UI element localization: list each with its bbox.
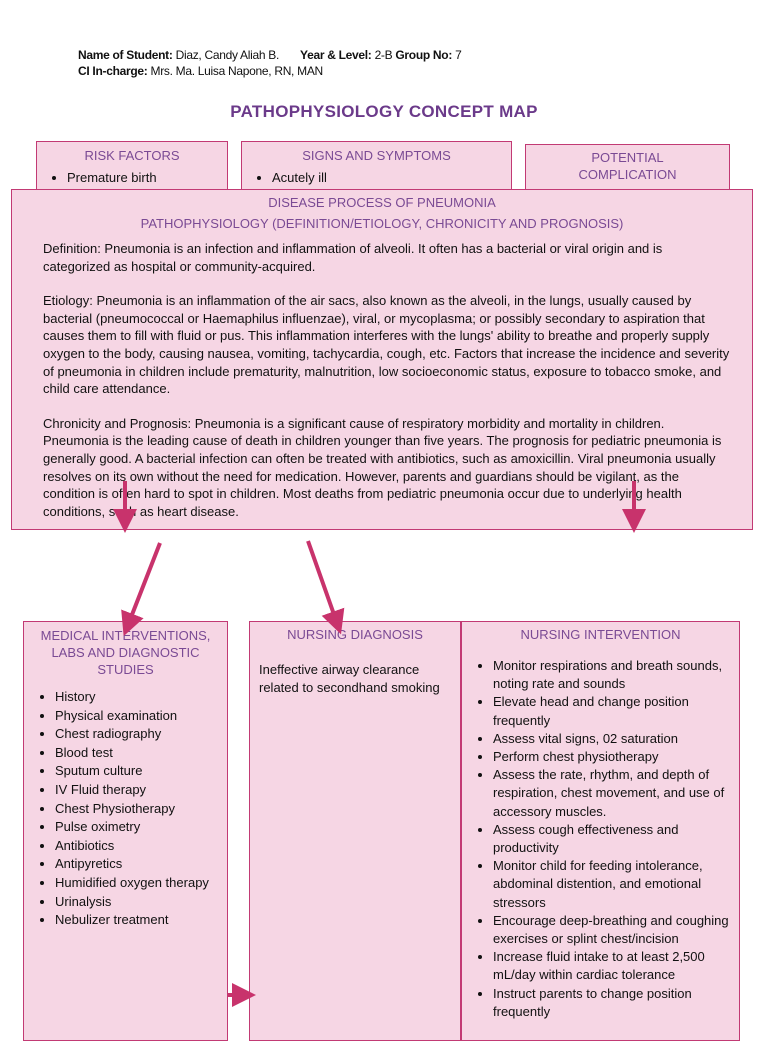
potential-complication-title-1: POTENTIAL [591, 150, 664, 165]
list-item: • Blood test [55, 744, 227, 763]
year-label: Year & Level: [300, 48, 372, 62]
student-value: Diaz, Candy Aliah B. [175, 48, 279, 62]
list-item: • Assess vital signs, 02 saturation [493, 730, 731, 748]
nursing-intervention-box [461, 621, 740, 1041]
list-item: • Sputum culture [55, 762, 227, 781]
list-item: • Physical examination [55, 707, 227, 726]
medical-interventions-box [23, 621, 228, 1041]
chronicity-prognosis-paragraph: Chronicity and Prognosis: Pneumonia is a significant cause of respiratory morbidity and mortality in children. Pneumonia is the leading cause of death in children younger than five years. The prognosis for pediatric pneumonia is generally good. A bacterial infection can often be treated with antibiotics, such as amoxicillin. Viral pneumonia usually resolves on its own without the need for medication. However, parents and guardians should be vigilant, as the condition is often hard to spot in children. Most deaths from pediatric pneumonia occur due to underlying health conditions, such as heart disease. [43, 415, 722, 519]
list-item: • Antipyretics [55, 855, 227, 874]
group-label: Group No: [395, 48, 453, 62]
nursing-diagnosis-title: NURSING DIAGNOSIS [287, 627, 423, 642]
risk-factors-title: RISK FACTORS [84, 148, 180, 163]
potential-complication-title-2: COMPLICATION [578, 167, 677, 182]
list-item: • Chest radiography [55, 725, 227, 744]
ci-info-line [78, 63, 323, 79]
nursing-intervention-title: NURSING INTERVENTION [520, 627, 681, 642]
student-label: Name of Student: [78, 48, 173, 62]
signs-symptoms-title: SIGNS AND SYMPTOMS [302, 148, 451, 163]
list-item: • Monitor respirations and breath sounds, noting rate and sounds [493, 657, 731, 693]
list-item: • Monitor child for feeding intolerance, abdominal distention, and emotional stressors [493, 857, 731, 912]
list-item: • Antibiotics [55, 837, 227, 856]
list-item: • Assess the rate, rhythm, and depth of respiration, chest movement, and use of accessory muscles. [493, 766, 731, 821]
list-item: • Nebulizer treatment [55, 911, 227, 930]
etiology-paragraph: Etiology: Pneumonia is an inflammation of the air sacs, also known as the alveoli, in the lungs, usually caused by bacterial (pneumococcal or Haemaphilus influenzae), viral, or mycoplasma; or possibly secondary to aspiration that causes them to fill with fluid or pus. This inflammation interferes with the lungs' ability to breathe and properly supply oxygen to the body, causing nausea, vomiting, tachycardia, cough, etc. Factors that increase the incidence and severity of pneumonia in children include prematurity, malnutrition, low socioeconomic status, exposure to tobacco smoke, and child care attendance. [43, 293, 730, 397]
list-item: • Pulse oximetry [55, 818, 227, 837]
list-item: • Assess cough effectiveness and productivity [493, 821, 731, 857]
list-item: • Urinalysis [55, 893, 227, 912]
group-value: 7 [455, 48, 462, 62]
nursing-diagnosis-box [249, 621, 461, 1041]
list-item: • Perform chest physiotherapy [493, 748, 731, 766]
page-title: PATHOPHYSIOLOGY CONCEPT MAP [230, 102, 538, 121]
list-item: • Encourage deep-breathing and coughing exercises or splint chest/incision [493, 912, 731, 948]
list-item: • History [55, 688, 227, 707]
arrow-to-medical [128, 543, 160, 625]
list-item: • Humidified oxygen therapy [55, 874, 227, 893]
list-item: • IV Fluid therapy [55, 781, 227, 800]
nursing-diagnosis-text: Ineffective airway clearance related to secondhand smoking [259, 662, 440, 695]
list-item: • Chest Physiotherapy [55, 800, 227, 819]
ci-value: Mrs. Ma. Luisa Napone, RN, MAN [150, 64, 323, 78]
list-item: • Premature birth [67, 169, 227, 188]
disease-process-box [11, 189, 753, 530]
pathophysiology-subtitle: PATHOPHYSIOLOGY (DEFINITION/ETIOLOGY, CHRONICITY AND PROGNOSIS) [140, 216, 624, 231]
list-item: • Elevate head and change position frequently [493, 693, 731, 729]
arrow-to-diagnosis [308, 541, 337, 623]
list-item: • Acutely ill [272, 169, 511, 188]
student-info-line [78, 47, 461, 63]
list-item: • Instruct parents to change position frequently [493, 985, 731, 1021]
ci-label: CI In-charge: [78, 64, 148, 78]
definition-paragraph: Definition: Pneumonia is an infection and inflammation of alveoli. It often has a bacterial or viral origin and is categorized as hospital or community-acquired. [43, 241, 663, 274]
medical-interventions-title: MEDICAL INTERVENTIONS, LABS AND DIAGNOSTIC STUDIES [40, 628, 211, 677]
list-item: • Increase fluid intake to at least 2,500 mL/day within cardiac tolerance [493, 948, 731, 984]
year-value: 2-B [374, 48, 393, 62]
disease-process-title: DISEASE PROCESS OF PNEUMONIA [268, 195, 496, 210]
